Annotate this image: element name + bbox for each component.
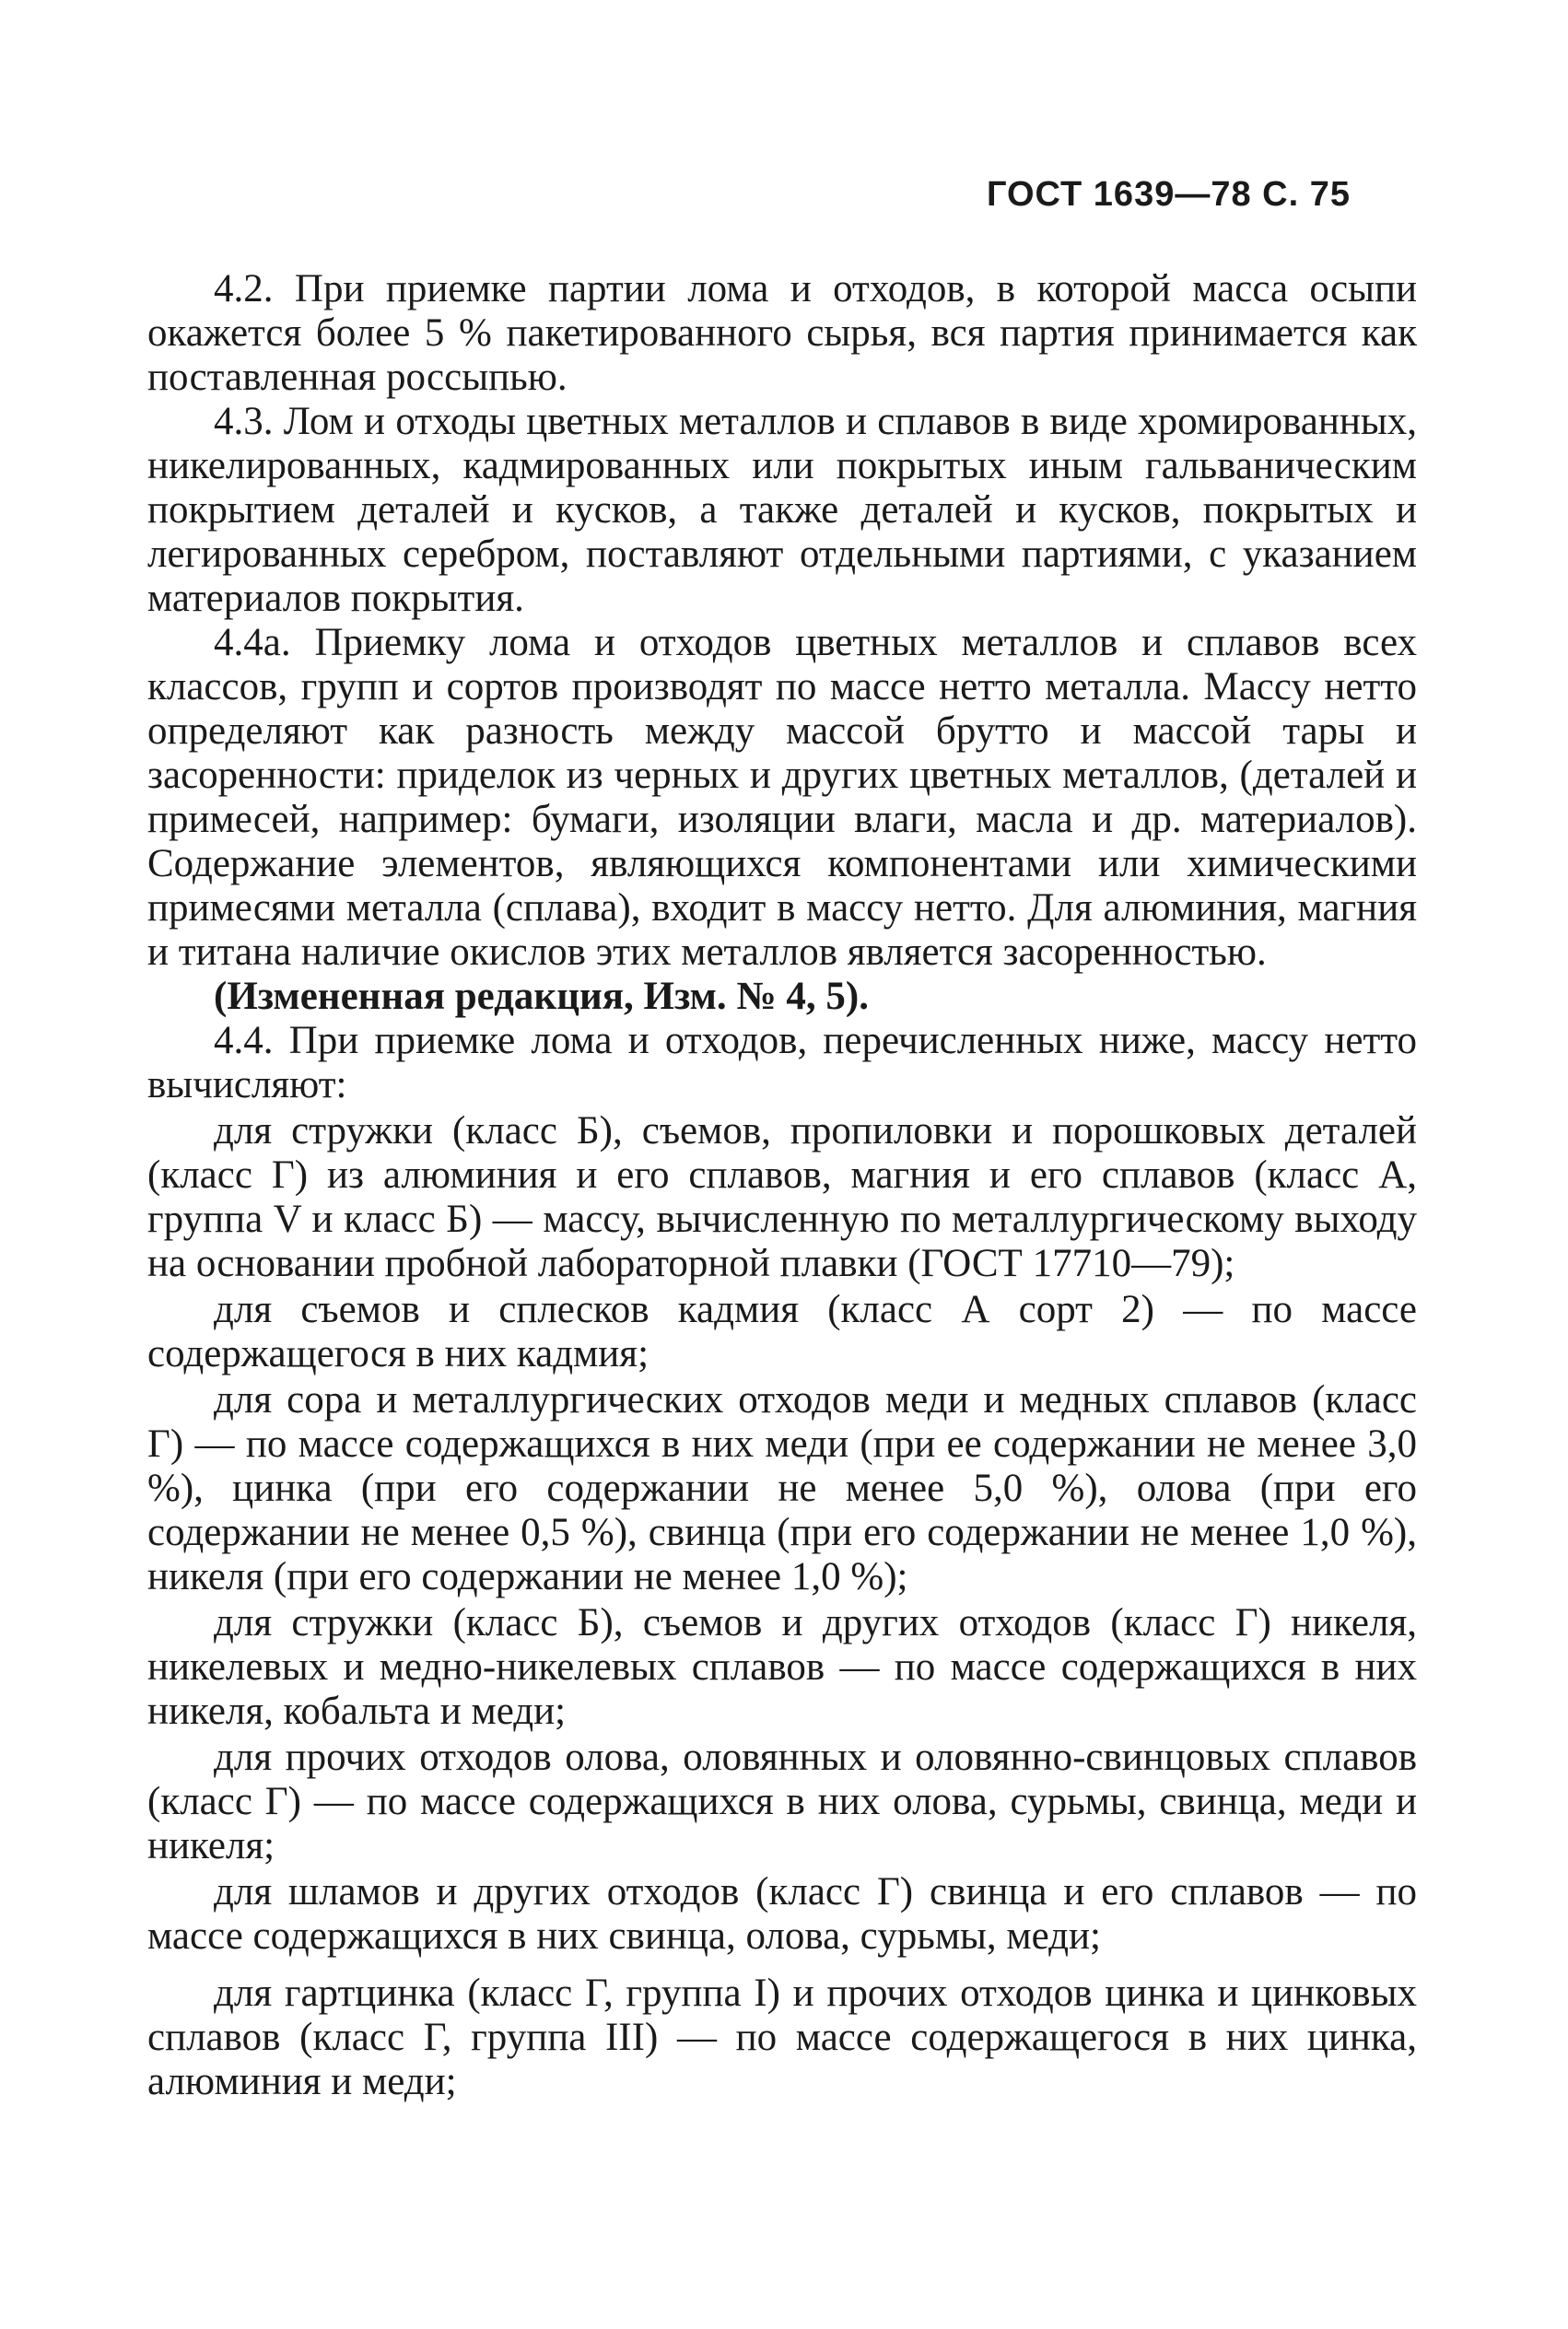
body-text xyxy=(147,267,1417,2104)
list-item-tin: для прочих отходов олова, оловянных и оловянно-свинцовых сплавов (класс Г) — по массе содержащихся в них олова, сурьмы, свинца, меди и никеля; xyxy=(147,1736,1417,1867)
list-item-nickel: для стружки (класс Б), съемов и других отходов (класс Г) никеля, никелевых и медно-никелевых сплавов — по массе содержащихся в них никеля, кобальта и меди; xyxy=(147,1601,1417,1733)
list-item-cadmium: для съемов и сплесков кадмия (класс А сорт 2) — по массе содержащегося в них кадмия; xyxy=(147,1288,1417,1375)
paragraph-4-3: 4.3. Лом и отходы цветных металлов и сплавов в виде хромированных, никелированных, кадмированных или покрытых иным гальваническим покрытием деталей и кусков, а также деталей и кусков, покрытых и легированных серебром, поставляют отдельными партиями, с указанием материалов покрытия. xyxy=(147,400,1417,620)
list-item-aluminium-magnesium: для стружки (класс Б), съемов, пропиловки и порошковых деталей (класс Г) из алюминия и его сплавов, магния и его сплавов (класс А, группа V и класс Б) — массу, вычисленную по металлургическому выходу на основании пробной лабораторной плавки (ГОСТ 17710—79); xyxy=(147,1109,1417,1285)
amendment-note: (Измененная редакция, Изм. № 4, 5). xyxy=(214,975,869,1018)
list-item-zinc: для гартцинка (класс Г, группа I) и прочих отходов цинка и цинковых сплавов (класс Г, группа III) — по массе содержащегося в них цинка, алюминия и меди; xyxy=(147,1972,1417,2103)
paragraph-4-4a: 4.4а. Приемку лома и отходов цветных металлов и сплавов всех классов, групп и сортов производят по массе нетто металла. Массу нетто определяют как разность между массой брутто и массой тары и засоренности: приделок из черных и других цветных металлов, (деталей и примесей, например: бумаги, изоляции влаги, масла и др. материалов). Содержание элементов, являющихся компонентами или химическими примесями металла (сплава), входит в массу нетто. Для алюминия, магния и титана наличие окислов этих металлов является засоренностью. xyxy=(147,621,1417,974)
paragraph-4-2: 4.2. При приемке партии лома и отходов, в которой масса осыпи окажется более 5 % пакетированного сырья, вся партия принимается как поставленная россыпью. xyxy=(147,267,1417,399)
running-head: ГОСТ 1639—78 С. 75 xyxy=(986,175,1351,214)
paragraph-4-4: 4.4. При приемке лома и отходов, перечисленных ниже, массу нетто вычисляют: xyxy=(147,1019,1417,1106)
list-item-lead: для шламов и других отходов (класс Г) свинца и его сплавов — по массе содержащихся в них свинца, олова, сурьмы, меди; xyxy=(147,1870,1417,1958)
list-item-copper: для сора и металлургических отходов меди и медных сплавов (класс Г) — по массе содержащихся в них меди (при ее содержании не менее 3,0 %), цинка (при его содержании не менее 5,0 %), олова (при его содержании не менее 0,5 %), свинца (при его содержании не менее 1,0 %), никеля (при его содержании не менее 1,0 %); xyxy=(147,1378,1417,1598)
